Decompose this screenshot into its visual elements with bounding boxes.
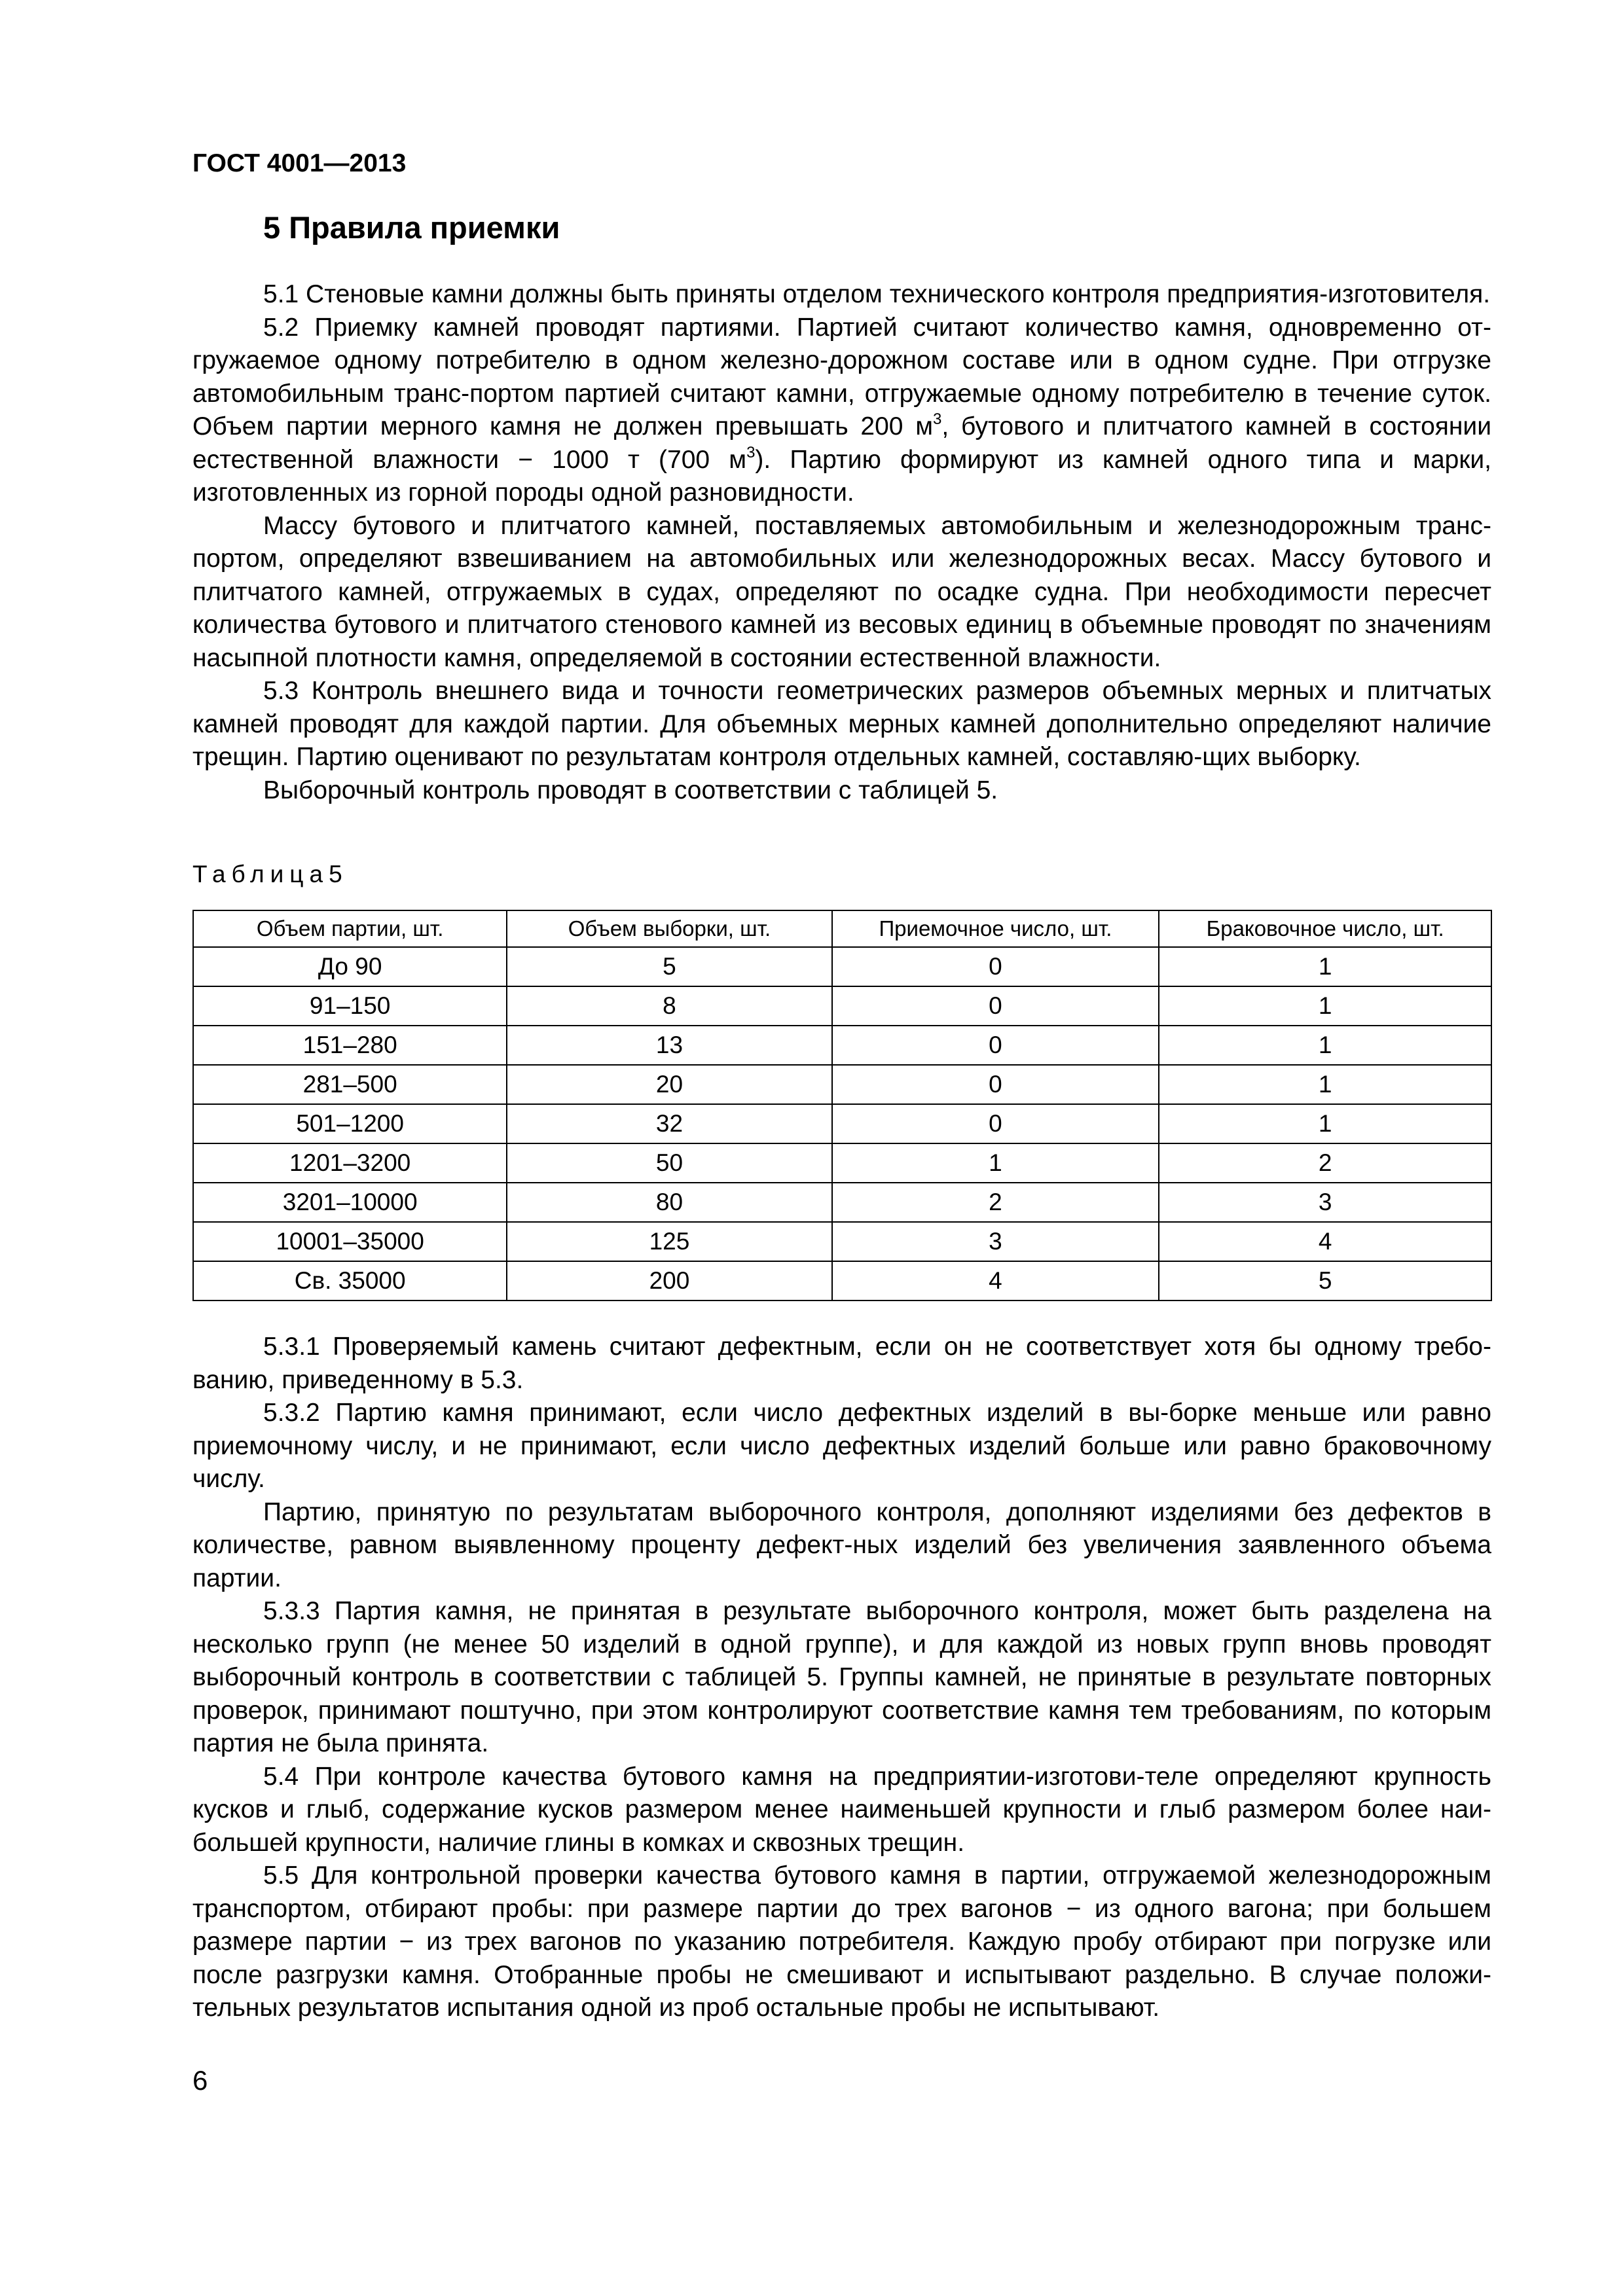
document-code-header: ГОСТ 4001—2013 <box>192 149 407 177</box>
table-cell: 80 <box>507 1183 831 1222</box>
paragraph-5-3-1: 5.3.1 Проверяемый камень считают дефектным, если он не соответствует хотя бы одному требованию, приведенному в 5.3. <box>192 1333 1491 1394</box>
table-row <box>193 1261 1491 1300</box>
superscript-cubic: 3 <box>933 410 942 428</box>
table-cell: 200 <box>507 1261 831 1300</box>
table-cell: 13 <box>507 1026 831 1065</box>
paragraph-5-2 <box>192 312 1491 510</box>
table-row <box>193 1065 1491 1104</box>
table-cell: 0 <box>832 1104 1159 1143</box>
paragraph-mass: Массу бутового и плитчатого камней, поставляемых автомобильным и железнодорожным транспортом, определяют взвешиванием на автомобильных или железнодорожных весах. Массу бутового и плитчатого камней, отгружаемых в судах, определяют по осадке судна. При необходимости пересчет количества бутового и плитчатого стенового камней из весовых единиц в объемные проводят по значениям насыпной плотности камня, определяемой в состоянии естественной влажности. <box>192 511 1491 672</box>
table-cell: 1 <box>832 1143 1159 1183</box>
table-row <box>193 1026 1491 1065</box>
table-cell: 4 <box>1159 1222 1491 1261</box>
table-cell: 125 <box>507 1222 831 1261</box>
table-cell: 0 <box>832 1065 1159 1104</box>
table-row <box>193 1143 1491 1183</box>
paragraph-5-2-part-3: ). Партию формируют из камней одного типа и марки, изготовленных из горной породы одной разновидности. <box>192 445 1492 507</box>
table-cell: Св. 35000 <box>193 1261 507 1300</box>
table-cell: До 90 <box>193 947 507 986</box>
table-cell: 3201–10000 <box>193 1183 507 1222</box>
table-cell: 0 <box>832 986 1159 1026</box>
table-cell: 2 <box>832 1183 1159 1222</box>
table-cell: 10001–35000 <box>193 1222 507 1261</box>
table-cell: 8 <box>507 986 831 1026</box>
table-row <box>193 947 1491 986</box>
table-cell: 0 <box>832 1026 1159 1065</box>
table-cell: 5 <box>1159 1261 1491 1300</box>
superscript-cubic: 3 <box>746 443 756 461</box>
table-row <box>193 986 1491 1026</box>
table-header-cell: Браковочное число, шт. <box>1159 910 1491 947</box>
body-text-top <box>192 278 1491 807</box>
table-row <box>193 1104 1491 1143</box>
table-cell: 281–500 <box>193 1065 507 1104</box>
table-cell: 1201–3200 <box>193 1143 507 1183</box>
paragraph-5-2-part-2: , бутового и плитчатого камней в состоянии естественной влажности − 1000 т (700 м <box>192 412 1491 474</box>
table-cell: 3 <box>832 1222 1159 1261</box>
table-caption: Таблица5 <box>192 861 348 888</box>
table-cell: 151–280 <box>193 1026 507 1065</box>
table-row <box>193 1183 1491 1222</box>
paragraph-5-3-3: 5.3.3 Партия камня, не принятая в результате выборочного контроля, может быть разделена на несколько групп (не менее 50 изделий в одной группе), и для каждой из новых групп вновь проводят выборочный контроль в соответствии с таблицей 5. Группы камней, не принятые в результате повторных проверок, принимают поштучно, при этом контролируют соответствие камня тем требованиям, по которым партия не была принята. <box>192 1597 1491 1757</box>
sampling-table <box>192 910 1492 1301</box>
table-cell: 3 <box>1159 1183 1491 1222</box>
page-number: 6 <box>192 2065 208 2096</box>
table-cell: 91–150 <box>193 986 507 1026</box>
paragraph-5-2-part-1: 5.2 Приемку камней проводят партиями. Партией считают количество камня, одновременно отгружаемое одному потребителю в одном железно-дорожном составе или в одном судне. При отгрузке автомобильным транс-портом партией считают камни, отгружаемые одному потребителю в течение суток. Объем партии мерного камня не должен превышать 200 м <box>192 313 1491 440</box>
table-cell: 1 <box>1159 947 1491 986</box>
table-cell: 2 <box>1159 1143 1491 1183</box>
table-header-row <box>193 910 1491 947</box>
table-cell: 1 <box>1159 986 1491 1026</box>
table-cell: 1 <box>1159 1104 1491 1143</box>
table-header-cell: Объем партии, шт. <box>193 910 507 947</box>
table-cell: 1 <box>1159 1065 1491 1104</box>
paragraph-5-4: 5.4 При контроле качества бутового камня на предприятии-изготови-теле определяют крупность кусков и глыб, содержание кусков размером менее наименьшей крупности и глыб размером более наибольшей крупности, наличие глины в комках и сквозных трещин. <box>192 1762 1491 1857</box>
table-cell: 50 <box>507 1143 831 1183</box>
paragraph-sampling: Выборочный контроль проводят в соответствии с таблицей 5. <box>263 776 998 804</box>
section-title: 5 Правила приемки <box>263 210 560 245</box>
table-cell: 501–1200 <box>193 1104 507 1143</box>
paragraph-5-3-2: 5.3.2 Партию камня принимают, если число дефектных изделий в вы-борке меньше или равно приемочному числу, и не принимают, если число дефектных изделий больше или равно браковочному числу. <box>192 1399 1491 1493</box>
paragraph-5-3: 5.3 Контроль внешнего вида и точности геометрических размеров объемных мерных и плитчатых камней проводят для каждой партии. Для объемных мерных камней дополнительно определяют наличие трещин. Партию оценивают по результатам контроля отдельных камней, составляю-щих выборку. <box>192 677 1491 771</box>
table-cell: 4 <box>832 1261 1159 1300</box>
table-cell: 1 <box>1159 1026 1491 1065</box>
table-cell: 20 <box>507 1065 831 1104</box>
table-cell: 0 <box>832 947 1159 986</box>
body-text-bottom <box>192 1331 1491 2025</box>
paragraph-5-5: 5.5 Для контрольной проверки качества бутового камня в партии, отгружаемой железнодорожным транспортом, отбирают пробы: при размере партии до трех вагонов − из одного вагона; при большем размере партии − из трех вагонов по указанию потребителя. Каждую пробу отбирают при погрузке или после разгрузки камня. Отобранные пробы не смешивают и испытывают раздельно. В случае положительных результатов испытания одной из проб остальные пробы не испытывают. <box>192 1861 1491 2022</box>
table-row <box>193 1222 1491 1261</box>
table-header-cell: Приемочное число, шт. <box>832 910 1159 947</box>
table-cell: 32 <box>507 1104 831 1143</box>
table-cell: 5 <box>507 947 831 986</box>
table-header-cell: Объем выборки, шт. <box>507 910 831 947</box>
paragraph-5-1: 5.1 Стеновые камни должны быть приняты отделом технического контроля предприятия-изготовителя. <box>263 280 1491 308</box>
paragraph-supplement: Партию, принятую по результатам выборочного контроля, дополняют изделиями без дефектов в количестве, равном выявленному проценту дефект-ных изделий без увеличения заявленного объема партии. <box>192 1498 1491 1592</box>
